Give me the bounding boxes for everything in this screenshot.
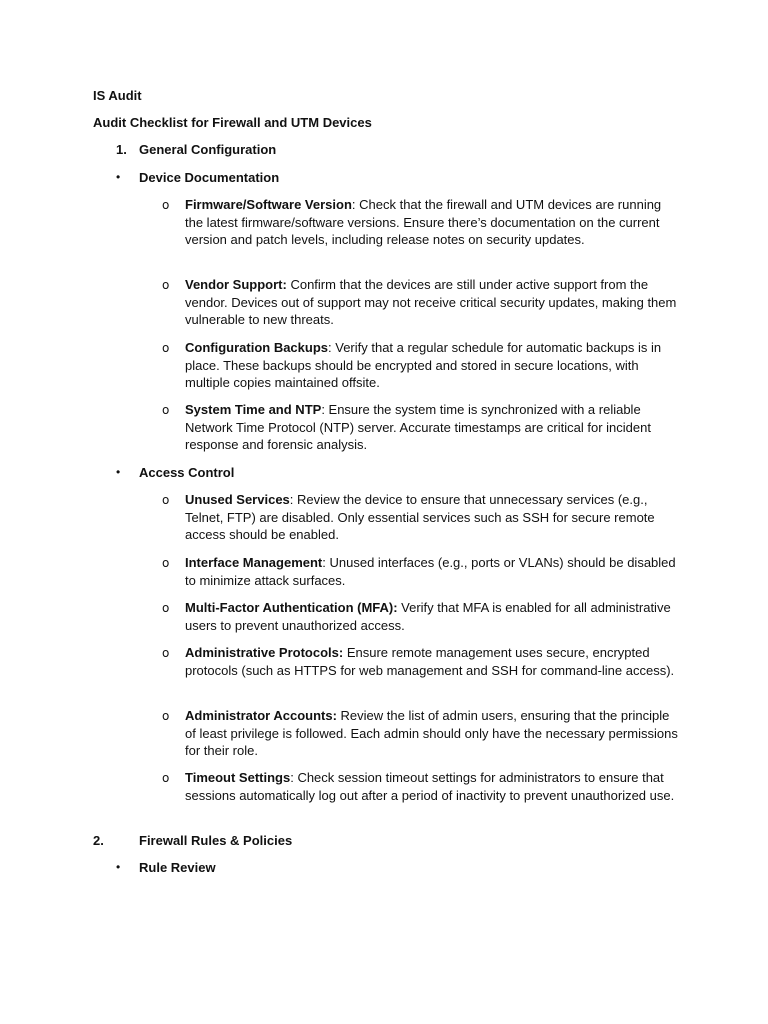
checklist-item — [185, 769, 680, 804]
checklist-item — [185, 554, 680, 589]
item-term: Configuration Backups — [185, 340, 329, 355]
item-text: Review the list of admin users, ensuring that the principle of least privilege is followed. Each admin should only have the necessary permissions for their role. — [185, 708, 678, 759]
item-text: : Ensure the system time is synchronized with a reliable Network Time Protocol (NTP) server. Accurate timestamps are critical for incident response and forensic analysis. — [185, 402, 651, 453]
section-number: 1. — [116, 142, 127, 157]
circle-bullet-icon: o — [162, 403, 170, 417]
checklist-item — [185, 644, 680, 679]
item-text: : Unused interfaces (e.g., ports or VLANs) should be disabled to minimize attack surfaces. — [185, 555, 676, 588]
bullet-icon: • — [116, 860, 121, 874]
bullet-icon: • — [116, 170, 121, 184]
doc-subtitle: Audit Checklist for Firewall and UTM Devices — [93, 115, 372, 130]
item-text: Confirm that the devices are still under active support from the vendor. Devices out of support may not receive critical security updates, making them vulnerable to new threats. — [185, 277, 677, 328]
item-text: Verify that MFA is enabled for all administrative users to prevent unauthorized access. — [185, 600, 671, 633]
item-term: Administrator Accounts: — [185, 708, 337, 723]
checklist-item — [185, 599, 680, 634]
section-title: Firewall Rules & Policies — [139, 833, 293, 848]
section-number: 2. — [93, 833, 104, 848]
item-term: System Time and NTP — [185, 402, 322, 417]
item-term: Interface Management — [185, 555, 323, 570]
circle-bullet-icon: o — [162, 601, 170, 615]
item-text: : Review the device to ensure that unnecessary services (e.g., Telnet, FTP) are disabled. Only essential services such as SSH for secure remote access should be enabled. — [185, 492, 655, 543]
item-term: Administrative Protocols: — [185, 645, 344, 660]
item-text: : Check session timeout settings for administrators to ensure that sessions automatically log out after a period of inactivity to prevent unauthorized use. — [185, 770, 675, 803]
circle-bullet-icon: o — [162, 556, 170, 570]
item-term: Unused Services — [185, 492, 290, 507]
checklist-item — [185, 196, 680, 249]
group-title: Access Control — [139, 465, 235, 480]
item-term: Timeout Settings — [185, 770, 291, 785]
checklist-item — [185, 276, 680, 329]
doc-title: IS Audit — [93, 88, 142, 103]
circle-bullet-icon: o — [162, 771, 170, 785]
checklist-item — [185, 491, 680, 544]
bullet-icon: • — [116, 465, 121, 479]
checklist-item — [185, 401, 680, 454]
circle-bullet-icon: o — [162, 493, 170, 507]
item-term: Vendor Support: — [185, 277, 287, 292]
item-text: : Check that the firewall and UTM devices are running the latest firmware/software versions. Ensure there’s documentation on the current version and patch levels, including release notes on security updates. — [185, 197, 662, 248]
section-title: General Configuration — [139, 142, 277, 157]
item-term: Multi-Factor Authentication (MFA): — [185, 600, 398, 615]
circle-bullet-icon: o — [162, 709, 170, 723]
item-term: Firmware/Software Version — [185, 197, 352, 212]
circle-bullet-icon: o — [162, 646, 170, 660]
checklist-item — [185, 339, 680, 392]
checklist-item — [185, 707, 680, 760]
group-title: Device Documentation — [139, 170, 280, 185]
group-title: Rule Review — [139, 860, 216, 875]
item-text: Ensure remote management uses secure, encrypted protocols (such as HTTPS for web management and SSH for command-line access). — [185, 645, 675, 678]
circle-bullet-icon: o — [162, 341, 170, 355]
circle-bullet-icon: o — [162, 278, 170, 292]
item-text: : Verify that a regular schedule for automatic backups is in place. These backups should be encrypted and stored in secure locations, with multiple copies maintained offsite. — [185, 340, 662, 391]
circle-bullet-icon: o — [162, 198, 170, 212]
